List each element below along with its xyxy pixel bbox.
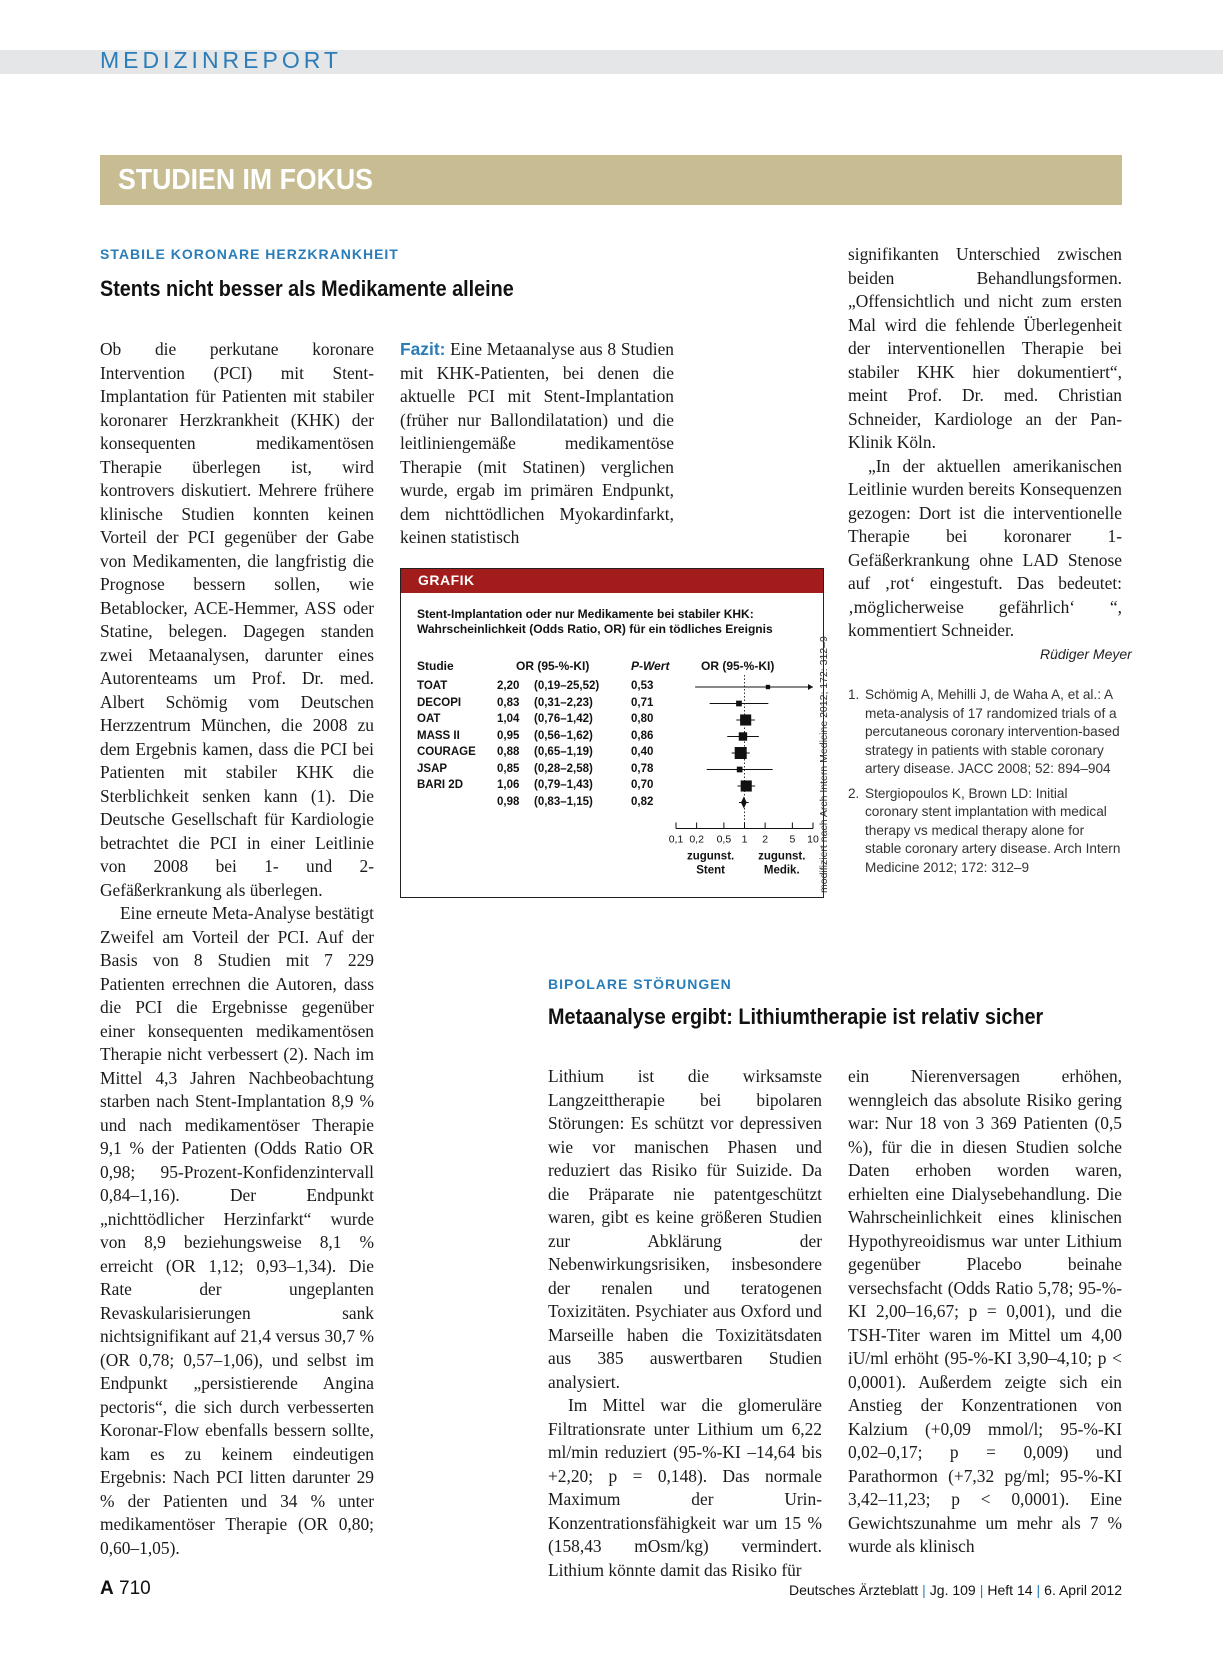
ci-value: (0,56–1,62) [534,729,593,742]
point-estimate [735,747,747,759]
article1-column-1 [100,338,374,1560]
column-header-study: Studie [417,659,454,673]
fokus-banner [100,155,1122,205]
point-estimate [740,714,751,725]
reference-item [848,686,1123,779]
article2-column-2 [848,1065,1122,1559]
article2-paragraph: Im Mittel war die glomeruläre Filtrationsrate unter Lithium um 6,22 ml/min reduziert (95-%-KI –14,64 bis +2,20; p = 0,148). Das normale Maximum der Urin-Konzentrationsfähigkeit war um 15 % (158,43 mOsm/kg) vermindert. Lithium könnte damit das Risiko für [548,1395,822,1580]
ci-value: (0,28–2,58) [534,762,593,775]
or-value: 0,98 [497,795,520,808]
favours-medication-label: Medik. [763,864,800,877]
journal-footer: Deutsches Ärzteblatt | Jg. 109 | Heft 14 | 6. April 2012 [788,1582,1122,1598]
reference-text: Stergiopoulos K, Brown LD: Initial coronary stent implantation with medical therapy vs medical therapy alone for stable coronary artery disease. Arch Intern Medicine 2012; 172: 312–9 [865,785,1121,875]
article1-headline: Stents nicht besser als Medikamente alleine [100,276,514,301]
reference-number: 2. [848,785,860,801]
column-header-plot: OR (95-%-KI) [701,659,775,673]
article1-kicker: STABILE KORONARE HERZKRANKHEIT [100,246,399,262]
study-name: DECOPI [417,696,462,709]
journal-date: 6. April 2012 [1044,1582,1122,1598]
study-name: JSAP [417,762,448,775]
section-label: MEDIZINREPORT [100,47,342,73]
p-value: 0,40 [631,746,654,758]
pooled-diamond [741,797,747,809]
or-value: 0,85 [497,762,520,775]
ci-value: (0,83–1,15) [534,795,593,808]
or-value: 1,04 [497,713,520,725]
study-name: MASS II [417,729,460,742]
point-estimate [739,732,747,740]
article1-column-3 [848,243,1122,643]
ci-value: (0,76–1,42) [534,713,593,725]
study-name: BARI 2D [417,779,464,791]
p-value: 0,78 [631,762,654,775]
figure-credit: modifiziert nach Arch Intern Medicine 2012; 172: 312–9 [818,636,830,893]
x-tick-label: 1 [741,833,748,846]
column-header-or: OR (95-%-KI) [516,659,590,673]
reference-text: Schömig A, Mehilli J, de Waha A, et al.: A meta-analysis of 17 randomized trials of a percutaneous coronary intervention-based strategy in patients with stable coronary artery disease. JACC 2008; 52: 894–904 [865,687,1120,776]
x-tick-label: 0,2 [689,833,704,846]
article1-paragraph: signifikanten Unterschied zwischen beiden Behandlungsformen. „Offensichtlich und nicht zum ersten Mal wird die fehlende Überlegenheit der interventionellen Therapie bei stabiler KHK hier dokumentiert“, meint Prof. Dr. med. Christian Schneider, Kardiologe an der Pan-Klinik Köln. [848,244,1122,452]
column-header-p: P-Wert [631,659,670,673]
article2-column-1 [548,1065,822,1582]
article1-fazit [400,338,674,550]
fokus-title: STUDIEN IM FOKUS [118,164,373,196]
or-value: 2,20 [497,680,520,692]
or-value: 0,88 [497,746,520,758]
p-value: 0,82 [631,795,654,808]
ci-value: (0,19–25,52) [534,680,600,692]
journal-issue: Heft 14 [987,1582,1033,1598]
article2-paragraph: Lithium ist die wirksamste Langzeittherapie bei bipolaren Störungen: Es schützt vor depressiven wie vor manischen Phasen und reduziert das Risiko für Suizide. Da die Präparate nie patentgeschützt waren, gibt es keine größeren Studien zur Abklärung der Nebenwirkungsrisiken, insbesondere der renalen und teratogenen Toxizitäten. Psychiater aus Oxford und Marseille haben die Toxizitätsdaten aus 385 auswertbaren Studien analysiert. [548,1066,822,1392]
reference-item [848,785,1123,878]
p-value: 0,70 [631,779,654,791]
p-value: 0,71 [631,696,654,709]
journal-volume: Jg. 109 [929,1582,976,1598]
article2-kicker: BIPOLARE STÖRUNGEN [548,976,732,992]
or-value: 1,06 [497,779,520,791]
grafik-title: Stent-Implantation oder nur Medikamente bei stabiler KHK: Wahrscheinlichkeit (Odds Ratio, OR) für ein tödliches Ereignis [417,607,773,636]
x-tick-label: 5 [789,833,796,846]
journal-name: Deutsches Ärzteblatt [788,1582,919,1598]
fazit-label: Fazit: [400,339,446,359]
p-value: 0,53 [631,680,654,692]
grafik-label: GRAFIK [418,572,475,588]
forest-plot [401,569,823,897]
article2-paragraph: ein Nierenversagen erhöhen, wenngleich das absolute Risiko gering war: Nur 18 von 3 369 Patienten (0,5 %), für die in diesen Studien solche Daten erhoben worden waren, erhielten eine Dialysebehandlung. Die Wahrscheinlichkeit eines klinischen Hypothyreoidismus war unter Lithium gegenüber Placebo beinahe versechsfacht (Odds Ratio 5,78; 95-%-KI 2,00–16,67; p = 0,001), und die TSH-Titer waren im Mittel um 4,00 iU/ml erhöht (95-%-KI 3,90–4,10; p < 0,0001). Außerdem zeigte sich ein Anstieg der Konzentrationen von Kalzium (+0,09 mmol/l; 95-%-KI 0,02–0,17; p = 0,009) und Parathormon (+7,32 pg/ml; 95-%-KI 3,42–11,23; p < 0,0001). Eine Gewichtszunahme um mehr als 7 % wurde als klinisch [848,1066,1122,1556]
article1-paragraph: „In der aktuellen amerikanischen Leitlinie wurden bereits Konsequenzen gezogen: Dort ist die interventionelle Therapie bei koronarer 1-Gefäßerkrankung ohne LAD Stenose auf ‚rot‘ eingestuft. Das bedeutet: ‚möglicherweise gefährlich‘ “, kommentiert Schneider. [848,455,1122,640]
article2-headline: Metaanalyse ergibt: Lithiumtherapie ist relativ sicher [548,1004,1044,1029]
x-tick-label: 2 [762,833,769,846]
grafik-box [400,568,824,898]
point-estimate [766,685,770,689]
references [848,686,1123,883]
favours-stent-label: Stent [696,864,725,877]
p-value: 0,86 [631,729,654,742]
x-tick-label: 10 [807,833,819,846]
article1-paragraph: Ob die perkutane koronare Intervention (PCI) mit Stent-Implantation für Patienten mit stabiler koronarer Herzkrankheit (KHK) der konsequenten medikamentösen Therapie überlegen ist, wird kontrovers diskutiert. Mehrere frühere klinische Studien konnten keinen Vorteil der PCI gegenüber der Gabe von Medikamenten, die langfristig die Prognose bessern sollen, wie Betablocker, ACE-Hemmer, ASS oder Statine, belegen. Dagegen standen zwei Metaanalysen, darunter eines Autorenteams um Prof. Dr. med. Albert Schömig vom Deutschen Herzzentrum München, die 2008 zu dem Ergebnis kamen, dass die PCI bei Patienten mit stabiler KHK die Sterblichkeit senken kann (1). Die Deutsche Gesellschaft für Kardiologie betrachtet die PCI in einer Leitlinie von 2008 bei 1- und 2-Gefäßerkrankung als überlegen. [100,339,374,900]
study-name: OAT [417,713,441,725]
fazit-text: Eine Metaanalyse aus 8 Studien mit KHK-Patienten, bei denen die aktuelle PCI mit Stent-Implantation (früher nur Ballondilatation) und die leitliniengemäße medikamentöse Therapie (mit Statinen) verglichen wurde, ergab im primären Endpunkt, dem nichttödlichen Myokardinfarkt, keinen statistisch [400,339,674,547]
study-name: COURAGE [417,746,476,758]
page-number: A 710 [100,1578,151,1599]
ci-value: (0,79–1,43) [534,779,593,791]
point-estimate [741,780,752,791]
author-name: Rüdiger Meyer [1040,646,1132,662]
point-estimate [736,701,742,707]
x-tick-label: 0,5 [716,833,732,846]
article1-paragraph: Eine erneute Meta-Analyse bestätigt Zweifel am Vorteil der PCI. Auf der Basis von 8 Studien mit 7 229 Patienten errechnen die Autoren, dass die PCI die Ergebnisse gegenüber einer konsequenten medikamentösen Therapie nicht verbessert (2). Nach im Mittel 4,3 Jahren Nachbeobachtung starben nach Stent-Implantation 8,9 % und nach medikamentöser Therapie 9,1 % der Patienten (Odds Ratio OR 0,98; 95-Prozent-Konfidenzintervall 0,84–1,16). Der Endpunkt „nichttödlicher Herzinfarkt“ wurde von 8,9 beziehungsweise 8,1 % erreicht (OR 1,12; 0,93–1,34). Die Rate der ungeplanten Revaskularisierungen sank nichtsignifikant auf 21,4 versus 30,7 % (OR 0,78; 0,57–1,06), und selbst im Endpunkt „persistierende Angina pectoris“, die sich durch verbesserten Koronar-Flow ebenfalls bessern sollte, kam es zu keinem eindeutigen Ergebnis: Nach PCI litten darunter 29 % der Patienten und 34 % unter medikamentöser Therapie (OR 0,80; 0,60–1,05). [100,903,374,1558]
favours-stent-label: zugunst. [686,850,735,863]
study-name: TOAT [417,680,448,692]
favours-medication-label: zugunst. [758,850,806,863]
point-estimate [737,767,743,773]
x-tick-label: 0,1 [668,833,684,846]
reference-number: 1. [848,687,860,702]
p-value: 0,80 [631,713,654,725]
or-value: 0,95 [497,729,520,742]
ci-arrow [808,684,813,690]
or-value: 0,83 [497,696,520,709]
ci-value: (0,65–1,19) [534,746,593,758]
ci-value: (0,31–2,23) [534,696,593,709]
